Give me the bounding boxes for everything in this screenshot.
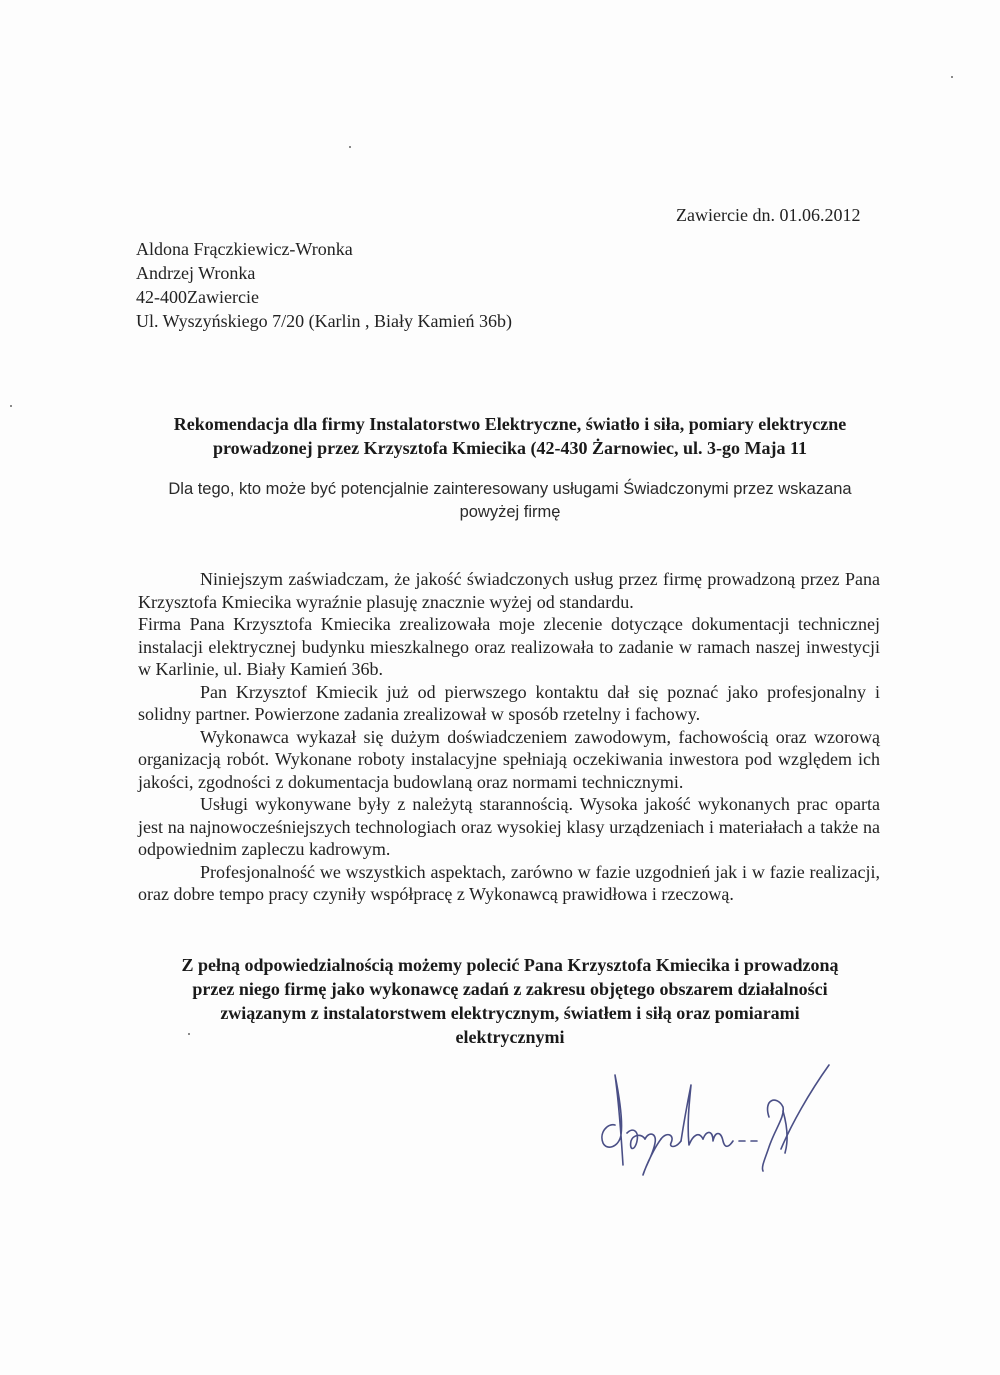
body-paragraph-6: Profesjonalność we wszystkich aspektach, zarówno w fazie uzgodnień jak i w fazie realizacji, oraz dobre tempo pracy czyniły współpracę z Wykonawcą prawidłowa i rzeczową.	[138, 861, 880, 904]
body-paragraph-2: Firma Pana Krzysztofa Kmiecika zrealizowała moje zlecenie dotyczące dokumentacji technicznej instalacji elektrycznej budynku mieszkalnego oraz realizowała to zadanie w ramach naszej inwestycji w Karlinie, ul. Biały Kamień 36b.	[138, 614, 880, 679]
sender-name-2: Andrzej Wronka	[136, 263, 256, 283]
closing-line-1: Z pełną odpowiedzialnością możemy polecić Pana Krzysztofa Kmiecika i prowadzoną	[181, 955, 839, 975]
letter-title	[120, 412, 900, 460]
title-line-1: Rekomendacja dla firmy Instalatorstwo Elektryczne, światło i siła, pomiary elektryczne	[173, 414, 847, 434]
body-paragraph-3: Pan Krzysztof Kmiecik już od pierwszego kontaktu dał się poznać jako profesjonalny i solidny partner. Powierzone zadania zrealizował w sposób rzetelny i fachowy.	[138, 681, 880, 724]
letter-date: Zawiercie dn. 01.06.2012	[676, 205, 861, 225]
closing-line-2: przez niego firmę jako wykonawcę zadań z zakresu objętego obszarem działalności	[192, 979, 828, 999]
body-paragraph-1: Niniejszym zaświadczam, że jakość świadczonych usług przez firmę prowadzoną przez Pana Krzysztofa Kmiecika wyraźnie plasuję znacznie wyżej od standardu.	[138, 569, 880, 612]
paper-speck	[10, 405, 12, 407]
body-paragraph-5: Usługi wykonywane były z należytą starannością. Wysoka jakość wykonanych prac oparta jest na najnowocześniejszych technologiach oraz wysokiej klasy urządzeniach i materiałach a także na odpowiednim zapleczu kadrowym.	[138, 794, 880, 859]
body-paragraph-4: Wykonawca wykazał się dużym doświadczeniem zawodowym, fachowością oraz wzorową organizacją robót. Wykonane roboty instalacyjne spełniają oczekiwania inwestora pod względem ich jakości, zgodności z dokumentacja budowlaną oraz normami technicznymi.	[138, 726, 880, 792]
addressee-line-2: powyżej firmę	[459, 503, 561, 521]
sender-street: Ul. Wyszyńskiego 7/20 (Karlin , Biały Kamień 36b)	[136, 311, 513, 331]
sender-name-1: Aldona Frączkiewicz-Wronka	[136, 239, 353, 259]
addressee-line-1: Dla tego, kto może być potencjalnie zainteresowany usługami Świadczonymi przez wskazana	[168, 480, 852, 498]
sender-address	[136, 237, 512, 333]
letter-body	[138, 568, 880, 906]
handwritten-signature	[585, 1055, 845, 1185]
paper-speck	[188, 1033, 190, 1035]
closing-line-4: elektrycznymi	[455, 1027, 565, 1047]
title-line-2: prowadzonej przez Krzysztofa Kmiecika (42-430 Żarnowiec, ul. 3-go Maja 11	[212, 438, 808, 458]
paper-speck	[349, 146, 351, 148]
sender-city: 42-400Zawiercie	[136, 287, 259, 307]
paper-speck	[951, 76, 953, 78]
closing-recommendation	[120, 953, 900, 1049]
addressee-note	[120, 478, 900, 524]
closing-line-3: związanym z instalatorstwem elektrycznym, światłem i siłą oraz pomiarami	[220, 1003, 800, 1023]
